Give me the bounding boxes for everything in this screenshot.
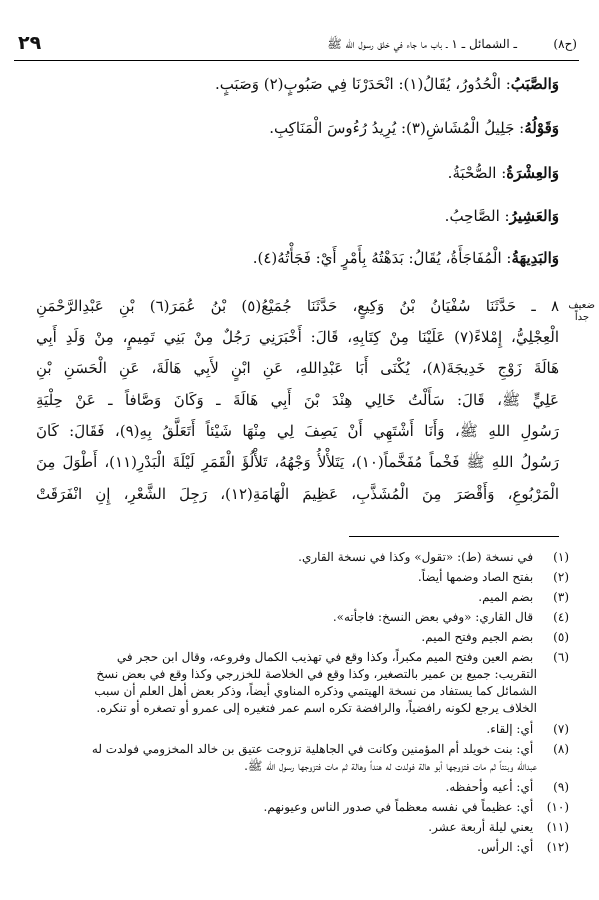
- footnote: (٢) بفتح الصاد وضمها أيضاً.: [417, 570, 569, 584]
- definition-line: وَالبَدِيهَةُ: الْمُفَاجَأَةُ، يُقَالُ: بَدَهْتُهُ بِأَمْرٍ أَيْ: فَجَأْتُهُ(٤).: [252, 249, 559, 267]
- hadith-line: رَسُولُ اللهِ ﷺ فَخْماً مُفَخَّماً(١٠)، يَتَلأْلأُ وَجْهُهُ، تَلأْلُؤَ الْقَمَرِ لَيْلَةَ الْبَدْرِ(١١)، أَطْوَلَ مِنَ: [36, 453, 559, 471]
- footnote: (١) في نسخة (ط): «تقول» وكذا في نسخة القاري.: [298, 550, 569, 564]
- hadith-line: الْمَرْبُوعِ، وَأَقْصَرَ مِنَ الْمُشَذَّبِ، عَظِيمَ الْهَامَةِ(١٢)، رَجِلَ الشَّعْرِ، إِنِ انْفَرَقَتْ: [36, 485, 560, 503]
- footnote-continuation: الخلاف يرجع لكونه رافضياً، والرافضة تكره اسم عمر فتغيره إلى عمرو أو تصغره أو تنكره.: [96, 701, 537, 715]
- definition-line: وَالصَّبَبُ: الْحُدُورُ، يُقَالُ(١): انْحَدَرْنَا فِي صَبُوبٍ(٢) وَصَبَبٍ.: [214, 75, 559, 93]
- hadith-line: رَسُولِ اللهِ ﷺ، وَأَنَا أَشْتَهِي أَنْ يَصِفَ لِي مِنْهَا شَيْئاً أَتَعَلَّقُ بِهِ(٩)، فَقَالَ: كَانَ: [36, 422, 559, 440]
- page-number: ٢٩: [18, 32, 42, 54]
- footnote: (١٢) أي: الرأس.: [477, 840, 569, 854]
- definition-line: وَقَوْلُهُ: جَلِيلُ الْمُشَاشِ(٣): يُرِيدُ رُءُوسَ الْمَنَاكِبِ.: [269, 119, 559, 137]
- hadith-line: هَالَةَ زَوْجِ خَدِيجَةَ(٨)، يُكْنَى أَبَا عَبْدِاللهِ، عَنِ ابْنٍ لأَبِي هَالَةَ، عَنِ الْحَسَنِ بْنِ: [36, 359, 559, 377]
- grading-note: ضعيف جداً: [568, 300, 595, 323]
- footnote: (٧) أي: إلقاء.: [486, 722, 569, 736]
- footnote-continuation: عبدالله وبنتاً ثم مات فتزوجها أبو هالة فولدت له هنداً وهالة ثم مات فتزوجها رسول الله ﷺ.: [244, 759, 537, 773]
- footnote: (٦) بضم العين وفتح الميم مكبراً، وكذا وقع في تهذيب الكمال وفروعه، وقال ابن حجر في: [116, 650, 569, 664]
- footnote: (٤) قال القاري: «وفي بعض النسخ: فاجأته».: [332, 610, 569, 624]
- footnote: (٣) بضم الميم.: [478, 590, 569, 604]
- running-title: ـ الشمائل ـ ١ ـ باب ما جاء في خلق رسول الله ﷺ: [327, 37, 517, 51]
- hadith-line: عَلِيٍّ ﷺ، قَالَ: سَأَلْتُ خَالِي هِنْدَ بْنَ أَبِي هَالَةَ ـ وَكَانَ وَصَّافاً ـ عَنْ حِلْيَةِ: [36, 391, 559, 409]
- footnote-continuation: الشمائل كما يستفاد من نسخة الهيتمي وذكره المناوي أيضاً، وذكر بعض أهل العلم أن سبب: [94, 684, 537, 698]
- page-header: [14, 34, 579, 61]
- footnote: (١١) يعني ليلة أربعة عشر.: [428, 820, 569, 834]
- hadith-line: الْعِجْلِيُّ، إِمْلاءً(٧) عَلَيْنَا مِنْ كِتَابِهِ، قَالَ: أَخْبَرَنِي رَجُلٌ مِنْ بَنِي تَمِيمٍ، مِنْ وَلَدِ أَبِي: [36, 328, 559, 346]
- hadith-line: ٨ ـ حَدَّثَنَا سُفْيَانُ بْنُ وَكِيعٍ، حَدَّثَنَا جُمَيْعُ(٥) بْنُ عُمَرَ(٦) بْنِ عَبْدِالرَّحْمَنِ: [36, 297, 559, 315]
- definition-line: وَالعِشْرَةُ: الصُّحْبَةُ.: [447, 164, 559, 182]
- footnote: (١٠) أي: عظيماً في نفسه معظماً في صدور الناس وعيونهم.: [263, 800, 569, 814]
- section-marker: (ح٨): [553, 37, 577, 51]
- footnote: (٩) أي: أعيه وأحفظه.: [445, 780, 569, 794]
- footnote-continuation: التقريب: جميع بن عمير بالتصغير، وكذا وقع في الخلاصة للخزرجي وكذا وقع في بعض نسخ: [96, 667, 537, 681]
- footnote-divider: [349, 536, 559, 537]
- footnote: (٥) بضم الجيم وفتح الميم.: [421, 630, 569, 644]
- footnote: (٨) أي: بنت خويلد أم المؤمنين وكانت في الجاهلية تزوجت عتيق بن خالد المخزومي فولدت له: [91, 742, 569, 756]
- definition-line: وَالعَشِيرُ: الصَّاحِبُ.: [444, 207, 559, 225]
